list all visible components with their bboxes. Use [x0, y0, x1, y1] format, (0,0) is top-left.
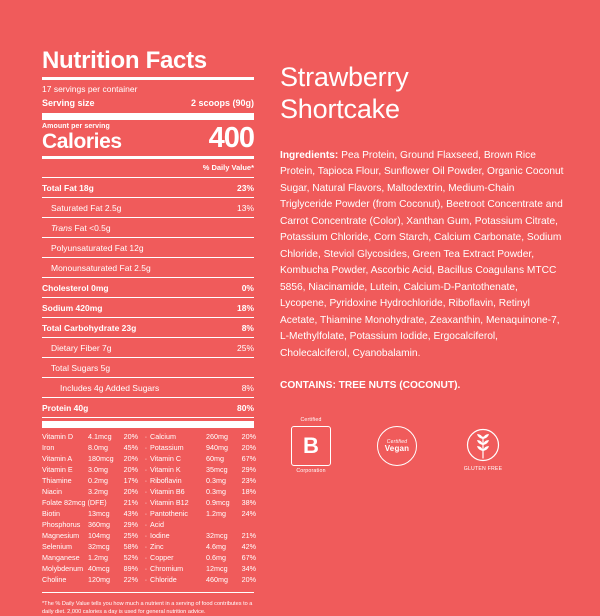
- calories-value: 400: [208, 122, 254, 155]
- ingredients-heading: Ingredients:: [280, 149, 339, 161]
- micro-percent: 20%: [241, 443, 256, 453]
- micro-value: 1.2mg: [206, 509, 226, 518]
- micro-separator: ·: [144, 541, 148, 551]
- micro-percent: 20%: [123, 432, 138, 442]
- micro-separator: ·: [144, 530, 148, 540]
- micro-name: Vitamin K: [150, 465, 181, 475]
- divider: [42, 317, 254, 318]
- divider: [42, 257, 254, 258]
- micro-value: 4.1mcg: [88, 432, 112, 442]
- nutrient-row: [42, 241, 254, 254]
- nutrient-daily-value: 25%: [236, 342, 254, 353]
- daily-value-footnote: *The % Daily Value tells you how much a nutrient in a serving of food contributes to a daily diet. 2,000 calories a day is used for general nutrition advice.: [42, 600, 253, 615]
- divider: [42, 77, 254, 80]
- micro-name: Folate 82mcg (DFE): [42, 498, 107, 508]
- serving-size-value: 2 scoops (90g): [190, 98, 254, 109]
- micro-name: Riboflavin: [150, 476, 182, 486]
- nutrient-row: [42, 301, 254, 314]
- micro-percent: 23%: [241, 476, 256, 486]
- badge-vegan: [366, 417, 428, 468]
- b-corp-icon: [291, 426, 331, 466]
- micro-name: Chloride: [150, 574, 177, 584]
- b-corp-letter: B: [302, 433, 320, 459]
- nutrient-row: [42, 281, 254, 294]
- nutrient-daily-value: 0%: [241, 282, 254, 293]
- nutrient-daily-value: 23%: [236, 182, 254, 193]
- micro-separator: ·: [144, 552, 148, 562]
- divider: [42, 297, 254, 298]
- micro-percent: 20%: [123, 454, 138, 464]
- micro-value: 260mg: [206, 432, 228, 442]
- micro-name: Manganese: [42, 552, 80, 562]
- micro-name: Calcium: [150, 432, 176, 442]
- ingredients-paragraph: [280, 148, 566, 363]
- divider: [42, 197, 254, 198]
- micro-name: Choline: [42, 574, 67, 584]
- micro-value: [206, 520, 240, 531]
- micro-percent: 29%: [241, 465, 256, 475]
- nutrient-daily-value: 13%: [236, 202, 254, 213]
- micro-separator: ·: [144, 465, 148, 475]
- micro-value: 60mg: [206, 454, 224, 464]
- micro-percent: 34%: [241, 563, 256, 573]
- nutrient-row: [42, 181, 254, 194]
- micro-value: 940mg: [206, 443, 228, 453]
- micro-percent: 38%: [241, 498, 256, 508]
- divider: [42, 592, 254, 593]
- nutrient-label: Total Sugars 5g: [51, 362, 111, 373]
- micro-value: 180mcg: [88, 454, 114, 464]
- micro-name: Acid: [150, 519, 164, 529]
- micro-name: Vitamin D: [42, 432, 74, 442]
- micro-separator: ·: [144, 454, 148, 464]
- divider: [42, 277, 254, 278]
- micro-separator: ·: [144, 574, 148, 584]
- micro-percent: 67%: [241, 552, 256, 562]
- micro-separator: ·: [144, 432, 148, 442]
- product-title: [280, 62, 566, 126]
- micro-name: Vitamin B6: [150, 487, 185, 497]
- micro-percent: 20%: [241, 432, 256, 442]
- nutrient-label: Monounsaturated Fat 2.5g: [51, 262, 151, 273]
- micro-value: 104mg: [88, 530, 110, 540]
- micro-percent: 43%: [123, 509, 138, 518]
- nutrient-label: Dietary Fiber 7g: [51, 342, 112, 353]
- product-title-line1: Strawberry: [280, 62, 409, 92]
- nutrient-label: Includes 4g Added Sugars: [60, 382, 160, 393]
- micro-separator: ·: [144, 443, 148, 453]
- micro-name: Iron: [42, 443, 55, 453]
- nutrient-label: Protein 40g: [42, 402, 89, 413]
- micro-percent: 25%: [123, 530, 138, 540]
- micro-separator: ·: [144, 563, 148, 573]
- micro-separator: ·: [144, 487, 148, 497]
- micro-name: Vitamin B12: [150, 498, 189, 508]
- micro-name: Thiamine: [42, 476, 72, 486]
- micro-value: 12mcg: [206, 563, 228, 573]
- nutrient-daily-value: 18%: [236, 302, 254, 313]
- nutrient-label: Sodium 420mg: [42, 302, 103, 313]
- vegan-icon: [377, 426, 417, 466]
- micro-percent: 22%: [123, 574, 138, 584]
- micro-value: 0.2mg: [88, 476, 108, 486]
- micro-value: 8.0mg: [88, 443, 108, 453]
- micronutrient-grid: [42, 432, 254, 585]
- micro-value: 1.2mg: [88, 552, 108, 562]
- nutrient-label: Total Carbohydrate 23g: [42, 322, 137, 333]
- micro-name: Zinc: [150, 541, 164, 551]
- micro-value: 4.6mg: [206, 541, 226, 551]
- product-title-line2: Shortcake: [280, 93, 400, 124]
- micro-value: 3.2mg: [88, 487, 108, 497]
- badge-gluten-free-caption: GLUTEN FREE: [463, 466, 503, 473]
- divider: [42, 177, 254, 178]
- nutrition-facts-panel: [42, 47, 256, 615]
- nutrient-rows: [42, 181, 254, 418]
- micro-name: Vitamin C: [150, 454, 182, 464]
- divider-thick: [42, 113, 254, 120]
- badge-vegan-caption-top: Certified: [386, 438, 408, 445]
- micro-percent: 58%: [123, 541, 138, 551]
- divider: [42, 377, 254, 378]
- micro-percent: 52%: [123, 552, 138, 562]
- micro-percent: 29%: [123, 519, 138, 529]
- micro-percent: 89%: [123, 563, 138, 573]
- micro-name: Chromium: [150, 563, 184, 573]
- nutrient-row: [42, 201, 254, 214]
- micro-percent: 17%: [123, 476, 138, 486]
- divider: [42, 337, 254, 338]
- nutrient-label: Trans Fat <0.5g: [51, 222, 111, 233]
- micro-name: Molybdenum: [42, 563, 84, 573]
- micro-value: 360mg: [88, 519, 110, 529]
- nutrition-facts-title: Nutrition Facts: [42, 47, 207, 74]
- micro-value: 0.6mg: [206, 552, 226, 562]
- serving-size-label: Serving size: [42, 98, 95, 109]
- badge-vegan-spacer: [366, 417, 428, 424]
- nutrient-row: [42, 381, 254, 394]
- nutrient-label: Cholesterol 0mg: [42, 282, 109, 293]
- nutrient-row: [42, 361, 254, 374]
- badge-gluten-free: [452, 417, 514, 473]
- micro-percent: 21%: [241, 530, 256, 540]
- micro-name: Vitamin E: [42, 465, 73, 475]
- servings-per-container: 17 servings per container: [42, 84, 138, 95]
- badge-b-corp-caption-bottom: Corporation: [296, 468, 326, 475]
- divider: [42, 417, 254, 418]
- certification-badges: [280, 417, 566, 475]
- micro-percent: 42%: [241, 541, 256, 551]
- divider-thick: [42, 421, 254, 428]
- micro-name: Magnesium: [42, 530, 80, 540]
- wheat-icon: [464, 426, 502, 464]
- nutrient-row: [42, 341, 254, 354]
- nutrient-daily-value: 8%: [241, 382, 254, 393]
- micro-name: Copper: [150, 552, 174, 562]
- badge-vegan-caption-bottom: Vegan: [384, 443, 410, 453]
- divider: [42, 237, 254, 238]
- calories-label: Calories: [42, 130, 122, 154]
- micro-name: Potassium: [150, 443, 184, 453]
- micro-value: 40mcg: [88, 563, 110, 573]
- micro-separator: ·: [144, 498, 148, 508]
- divider: [42, 397, 254, 398]
- amount-per-serving-label: Amount per serving: [42, 122, 110, 130]
- nutrient-row: [42, 221, 254, 234]
- micro-separator: ·: [144, 476, 148, 486]
- micro-percent: 18%: [241, 487, 256, 497]
- nutrient-label: Total Fat 18g: [42, 182, 94, 193]
- micro-name: Phosphorus: [42, 519, 81, 529]
- badge-b-corp: [280, 417, 342, 475]
- micro-value: 35mcg: [206, 465, 228, 475]
- calories-block: [42, 123, 254, 154]
- nutrient-daily-value: 8%: [241, 322, 254, 333]
- micro-value: 0.3mg: [206, 487, 226, 497]
- nutrient-label: Polyunsaturated Fat 12g: [51, 242, 144, 253]
- divider: [42, 217, 254, 218]
- micro-name: Iodine: [150, 530, 170, 540]
- micro-percent: [240, 520, 260, 531]
- nutrient-row: [42, 321, 254, 334]
- ingredients-text: Pea Protein, Ground Flaxseed, Brown Rice Protein, Tapioca Flour, Sunflower Oil Powder, Organic Coconut Sugar, Natural Flavors, Maltodextrin, Medium-Chain Triglyceride Powder (from Coconut), Beetroot Concentrate and Carrot Concentrate (Color), Xanthan Gum, Potassium Citrate, Potassium Chloride, Corn Starch, Calcium Carbonate, Sodium Chloride, Steviol Glycosides, Green Tea Extract Powder, Kombucha Powder, Ascorbic Acid, Bacillus Coagulans MTCC 5856, Niacinamide, Lutein, Calcium-D-Pantothenate, Lycopene, Pyridoxine Hydrochloride, Riboflavin, Retinyl Acetate, Thiamine Monohydrate, Zeaxanthin, Menaquinone-7, L-Methylfolate, Potassium Iodide, Ergocalciferol, Cholecalciferol, Cyanobalamin.: [280, 149, 564, 359]
- nutrient-daily-value: 80%: [236, 402, 254, 413]
- divider: [42, 156, 254, 159]
- micro-value: 0.3mg: [206, 476, 226, 486]
- micro-value: [88, 498, 122, 509]
- nutrient-row: [42, 261, 254, 274]
- micro-percent: 20%: [123, 465, 138, 475]
- micro-name: Selenium: [42, 541, 72, 551]
- micro-percent: 45%: [123, 443, 138, 453]
- micro-separator: ·: [144, 519, 148, 529]
- badge-gluten-free-spacer: [452, 417, 514, 424]
- micro-value: 460mg: [206, 574, 228, 584]
- micro-percent: 24%: [241, 509, 256, 518]
- micro-name: Vitamin A: [42, 454, 73, 464]
- micro-percent: 67%: [241, 454, 256, 464]
- product-info-panel: [280, 48, 566, 580]
- micro-name: Niacin: [42, 487, 62, 497]
- micro-value: 13mcg: [88, 509, 110, 518]
- badge-b-corp-caption-top: Certified: [300, 417, 322, 424]
- micro-value: 32mcg: [88, 541, 110, 551]
- micro-value: 3.0mg: [88, 465, 108, 475]
- nutrient-label: Saturated Fat 2.5g: [51, 202, 122, 213]
- micro-separator: ·: [144, 509, 148, 518]
- daily-value-header: % Daily Value*: [202, 163, 254, 173]
- micro-percent: 20%: [241, 574, 256, 584]
- nutrient-row: [42, 401, 254, 414]
- micro-percent: 21%: [123, 498, 138, 508]
- allergen-statement: CONTAINS: TREE NUTS (COCONUT).: [280, 380, 461, 392]
- micro-percent: 20%: [123, 487, 138, 497]
- divider: [42, 357, 254, 358]
- micro-value: 120mg: [88, 574, 110, 584]
- micro-value: 0.9mcg: [206, 498, 230, 508]
- micro-name: Biotin: [42, 509, 60, 518]
- serving-size-row: [42, 97, 254, 110]
- micro-name: Pantothenic: [150, 509, 188, 518]
- micro-value: 32mcg: [206, 530, 228, 540]
